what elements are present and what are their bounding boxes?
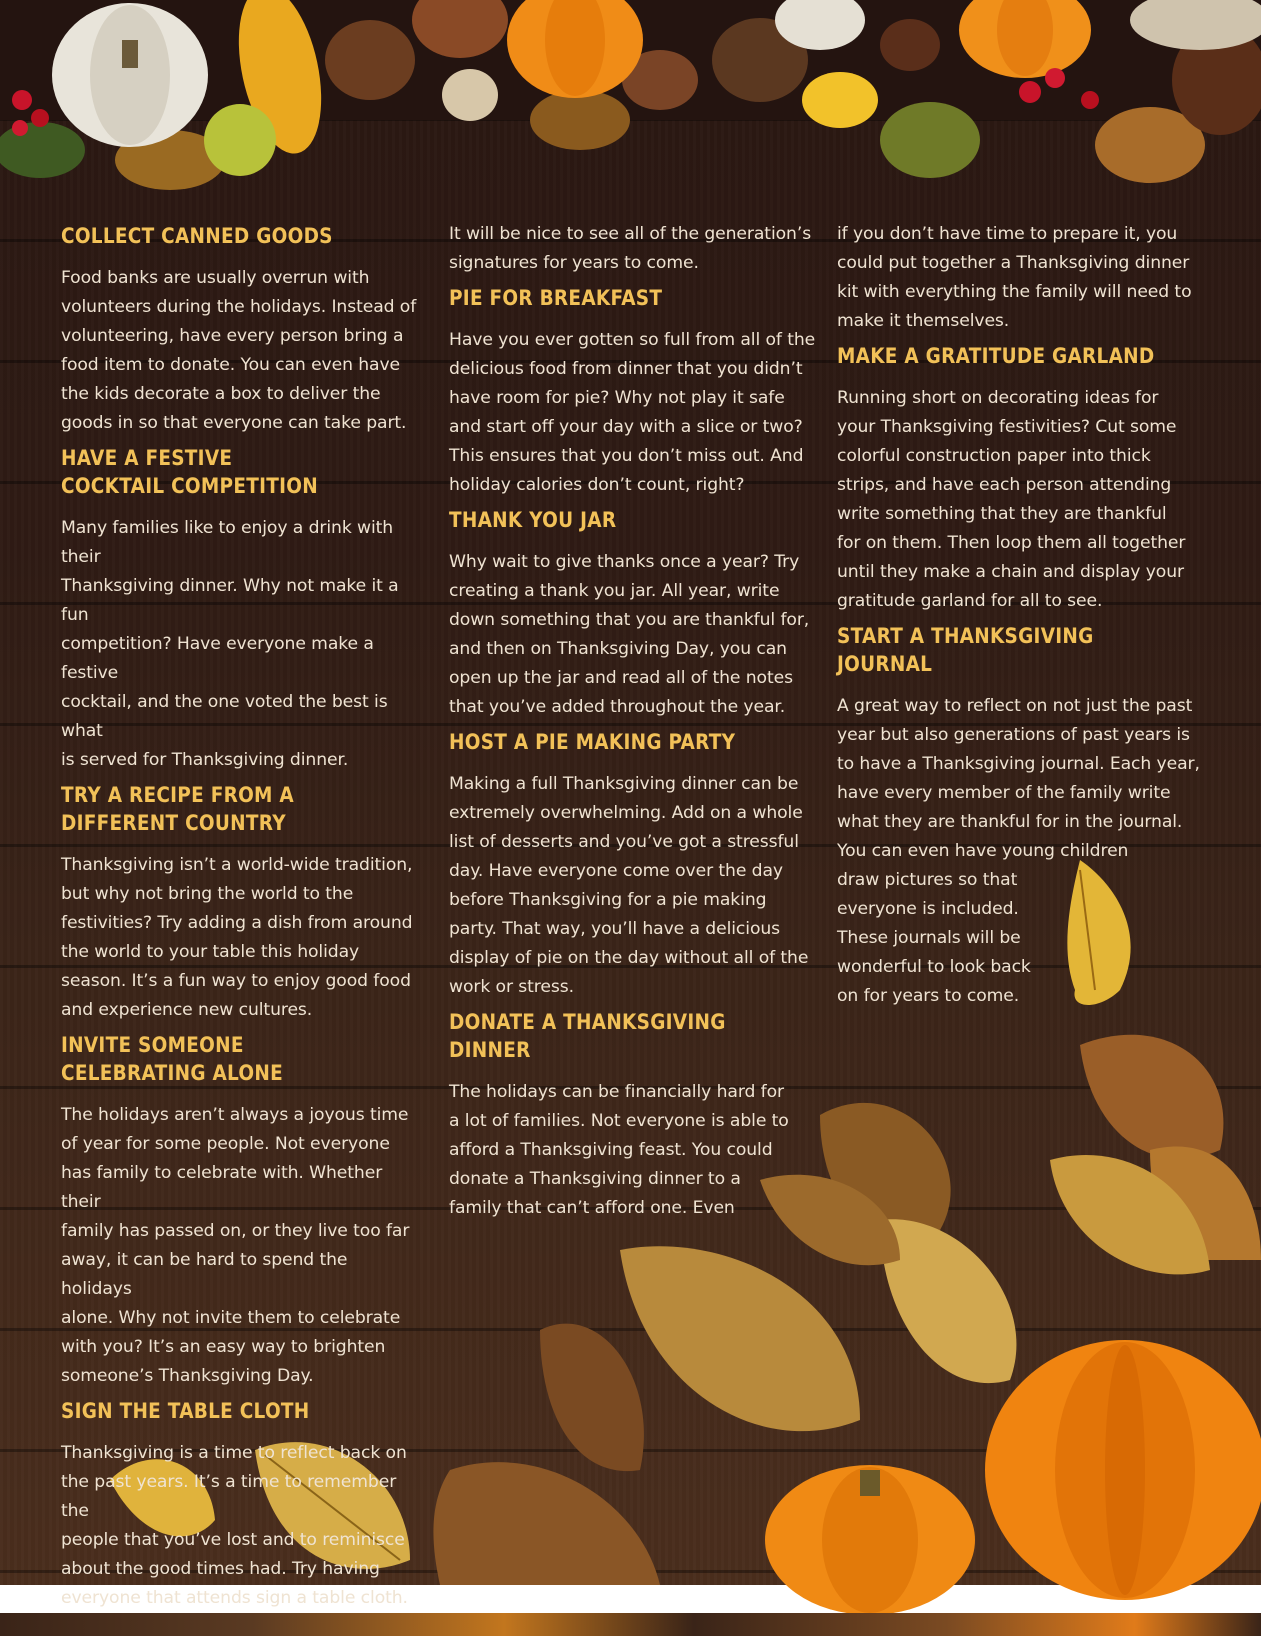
tip-heading-line-2: CELEBRATING ALONE — [61, 1061, 284, 1085]
tip-line: party. That way, you’ll have a delicious — [449, 919, 781, 939]
tip-line: delicious food from dinner that you didn’t — [449, 359, 803, 379]
tip-heading-line-2: DIFFERENT COUNTRY — [61, 811, 286, 835]
tip-line: Why wait to give thanks once a year? Try — [449, 552, 800, 572]
tip-line: away, it can be hard to spend the holidays — [61, 1250, 348, 1299]
tip-line: to have a Thanksgiving journal. Each year, — [837, 754, 1200, 774]
tip-line: write something that they are thankful — [837, 504, 1167, 524]
tip-line: down something that you are thankful for, — [449, 610, 810, 630]
tip-line: Thanksgiving isn’t a world-wide tradition, — [61, 855, 413, 875]
next-page-strip — [0, 1613, 1261, 1636]
tip-line: family that can’t afford one. Even — [449, 1198, 735, 1218]
tip-heading: SIGN THE TABLE CLOTH — [61, 1399, 310, 1423]
tip-heading: INVITE SOMEONE — [61, 1033, 244, 1057]
harvest-border-top — [0, 0, 1261, 190]
tip-line: and then on Thanksgiving Day, you can — [449, 639, 787, 659]
tip-line: volunteers during the holidays. Instead of — [61, 297, 417, 317]
tip-line: on for years to come. — [837, 986, 1020, 1006]
tip-line: A great way to reflect on not just the past — [837, 696, 1193, 716]
tip-heading: HOST A PIE MAKING PARTY — [449, 730, 736, 754]
tip-line: colorful construction paper into thick — [837, 446, 1151, 466]
tip-line: display of pie on the day without all of the — [449, 948, 809, 968]
tip-line: The holidays can be financially hard for — [449, 1082, 784, 1102]
tip-line: goods in so that everyone can take part. — [61, 413, 407, 433]
tip-line: the kids decorate a box to deliver the — [61, 384, 381, 404]
tip-line: You can even have young children — [837, 841, 1129, 861]
tip-line: what they are thankful for in the journal. — [837, 812, 1183, 832]
tip-line: festivities? Try adding a dish from around — [61, 913, 413, 933]
tip-line: if you don’t have time to prepare it, you — [837, 224, 1178, 244]
tip-line: a lot of families. Not everyone is able to — [449, 1111, 789, 1131]
tip-line: kit with everything the family will need to — [837, 282, 1192, 302]
tip-line: This ensures that you don’t miss out. And — [449, 446, 804, 466]
tip-line: Thanksgiving dinner. Why not make it a fun — [61, 576, 399, 625]
tip-line: Thanksgiving is a time to reflect back on — [61, 1443, 407, 1463]
tip-line: donate a Thanksgiving dinner to a — [449, 1169, 741, 1189]
tip-heading: THANK YOU JAR — [449, 508, 617, 532]
column-2 — [449, 220, 819, 1223]
tip-continued-donate-dinner — [837, 220, 1207, 336]
tip-sign-table-cloth — [61, 1397, 421, 1613]
tip-line: about the good times had. Try having — [61, 1559, 380, 1579]
tip-heading: DONATE A THANKSGIVING DINNER — [449, 1010, 726, 1062]
tip-line: season. It’s a fun way to enjoy good food — [61, 971, 411, 991]
tip-line: the world to your table this holiday — [61, 942, 360, 962]
tip-line: people that you’ve lost and to reminisce — [61, 1530, 405, 1550]
tip-line: everyone that attends sign a table cloth. — [61, 1588, 408, 1608]
tip-heading: PIE FOR BREAKFAST — [449, 286, 663, 310]
tip-line: of year for some people. Not everyone — [61, 1134, 390, 1154]
tip-line: Running short on decorating ideas for — [837, 388, 1159, 408]
tip-line: afford a Thanksgiving feast. You could — [449, 1140, 773, 1160]
tip-line: signatures for years to come. — [449, 253, 699, 273]
tip-line: open up the jar and read all of the notes — [449, 668, 793, 688]
tip-heading-line-2: COCKTAIL COMPETITION — [61, 474, 318, 498]
tip-line: for on them. Then loop them all together — [837, 533, 1186, 553]
column-1 — [61, 222, 421, 1613]
tip-line: have room for pie? Why not play it safe — [449, 388, 785, 408]
tip-line: Food banks are usually overrun with — [61, 268, 370, 288]
tip-heading: START A THANKSGIVING JOURNAL — [837, 624, 1094, 676]
tip-line: and start off your day with a slice or two? — [449, 417, 803, 437]
tip-line: These journals will be — [837, 928, 1021, 948]
tip-continued-table-cloth — [449, 220, 819, 278]
tip-line: your Thanksgiving festivities? Cut some — [837, 417, 1177, 437]
tip-line: competition? Have everyone make a festive — [61, 634, 374, 683]
tip-line: Have you ever gotten so full from all of the — [449, 330, 816, 350]
tip-thanksgiving-journal — [837, 622, 1207, 1011]
tip-line: someone’s Thanksgiving Day. — [61, 1366, 314, 1386]
tip-line: It will be nice to see all of the generation’s — [449, 224, 812, 244]
tip-line: has family to celebrate with. Whether their — [61, 1163, 383, 1212]
tip-line: before Thanksgiving for a pie making — [449, 890, 767, 910]
tip-line: gratitude garland for all to see. — [837, 591, 1103, 611]
tip-line: holiday calories don’t count, right? — [449, 475, 745, 495]
column-3 — [837, 220, 1207, 1011]
tip-heading: MAKE A GRATITUDE GARLAND — [837, 344, 1155, 368]
tip-line: wonderful to look back — [837, 957, 1031, 977]
tip-festive-cocktail — [61, 444, 421, 775]
tip-line: everyone is included. — [837, 899, 1019, 919]
tip-line: that you’ve added throughout the year. — [449, 697, 786, 717]
tip-line: list of desserts and you’ve got a stressful — [449, 832, 799, 852]
tip-thank-you-jar — [449, 506, 819, 722]
tip-line: strips, and have each person attending — [837, 475, 1172, 495]
tip-line: creating a thank you jar. All year, write — [449, 581, 780, 601]
tip-line: extremely overwhelming. Add on a whole — [449, 803, 803, 823]
tip-gratitude-garland — [837, 342, 1207, 616]
tip-line: draw pictures so that — [837, 870, 1018, 890]
tip-recipe-different-country — [61, 781, 421, 1025]
tip-line: with you? It’s an easy way to brighten — [61, 1337, 386, 1357]
tip-line: but why not bring the world to the — [61, 884, 354, 904]
tip-line: Many families like to enjoy a drink with their — [61, 518, 394, 567]
tip-host-pie-making-party — [449, 728, 819, 1002]
tip-line: Making a full Thanksgiving dinner can be — [449, 774, 799, 794]
tip-donate-thanksgiving-dinner — [449, 1008, 819, 1223]
tip-line: and experience new cultures. — [61, 1000, 313, 1020]
tip-line: food item to donate. You can even have — [61, 355, 401, 375]
tip-heading: HAVE A FESTIVE — [61, 446, 233, 470]
tip-line: day. Have everyone come over the day — [449, 861, 783, 881]
tip-line: have every member of the family write — [837, 783, 1171, 803]
tip-line: volunteering, have every person bring a — [61, 326, 404, 346]
tip-line: is served for Thanksgiving dinner. — [61, 750, 349, 770]
tip-line: work or stress. — [449, 977, 574, 997]
tip-line: The holidays aren’t always a joyous time — [61, 1105, 409, 1125]
tip-line: could put together a Thanksgiving dinner — [837, 253, 1190, 273]
tip-collect-canned-goods — [61, 222, 421, 438]
tip-line: alone. Why not invite them to celebrate — [61, 1308, 401, 1328]
tip-invite-someone-alone — [61, 1031, 421, 1391]
tip-heading: TRY A RECIPE FROM A — [61, 783, 294, 807]
tip-line: family has passed on, or they live too far — [61, 1221, 410, 1241]
tip-pie-for-breakfast — [449, 284, 819, 500]
tip-heading: COLLECT CANNED GOODS — [61, 224, 333, 248]
tip-line: year but also generations of past years is — [837, 725, 1190, 745]
tip-line: cocktail, and the one voted the best is what — [61, 692, 388, 741]
tip-line: until they make a chain and display your — [837, 562, 1184, 582]
tip-line: the past years. It’s a time to remember the — [61, 1472, 397, 1521]
tip-line: make it themselves. — [837, 311, 1010, 331]
